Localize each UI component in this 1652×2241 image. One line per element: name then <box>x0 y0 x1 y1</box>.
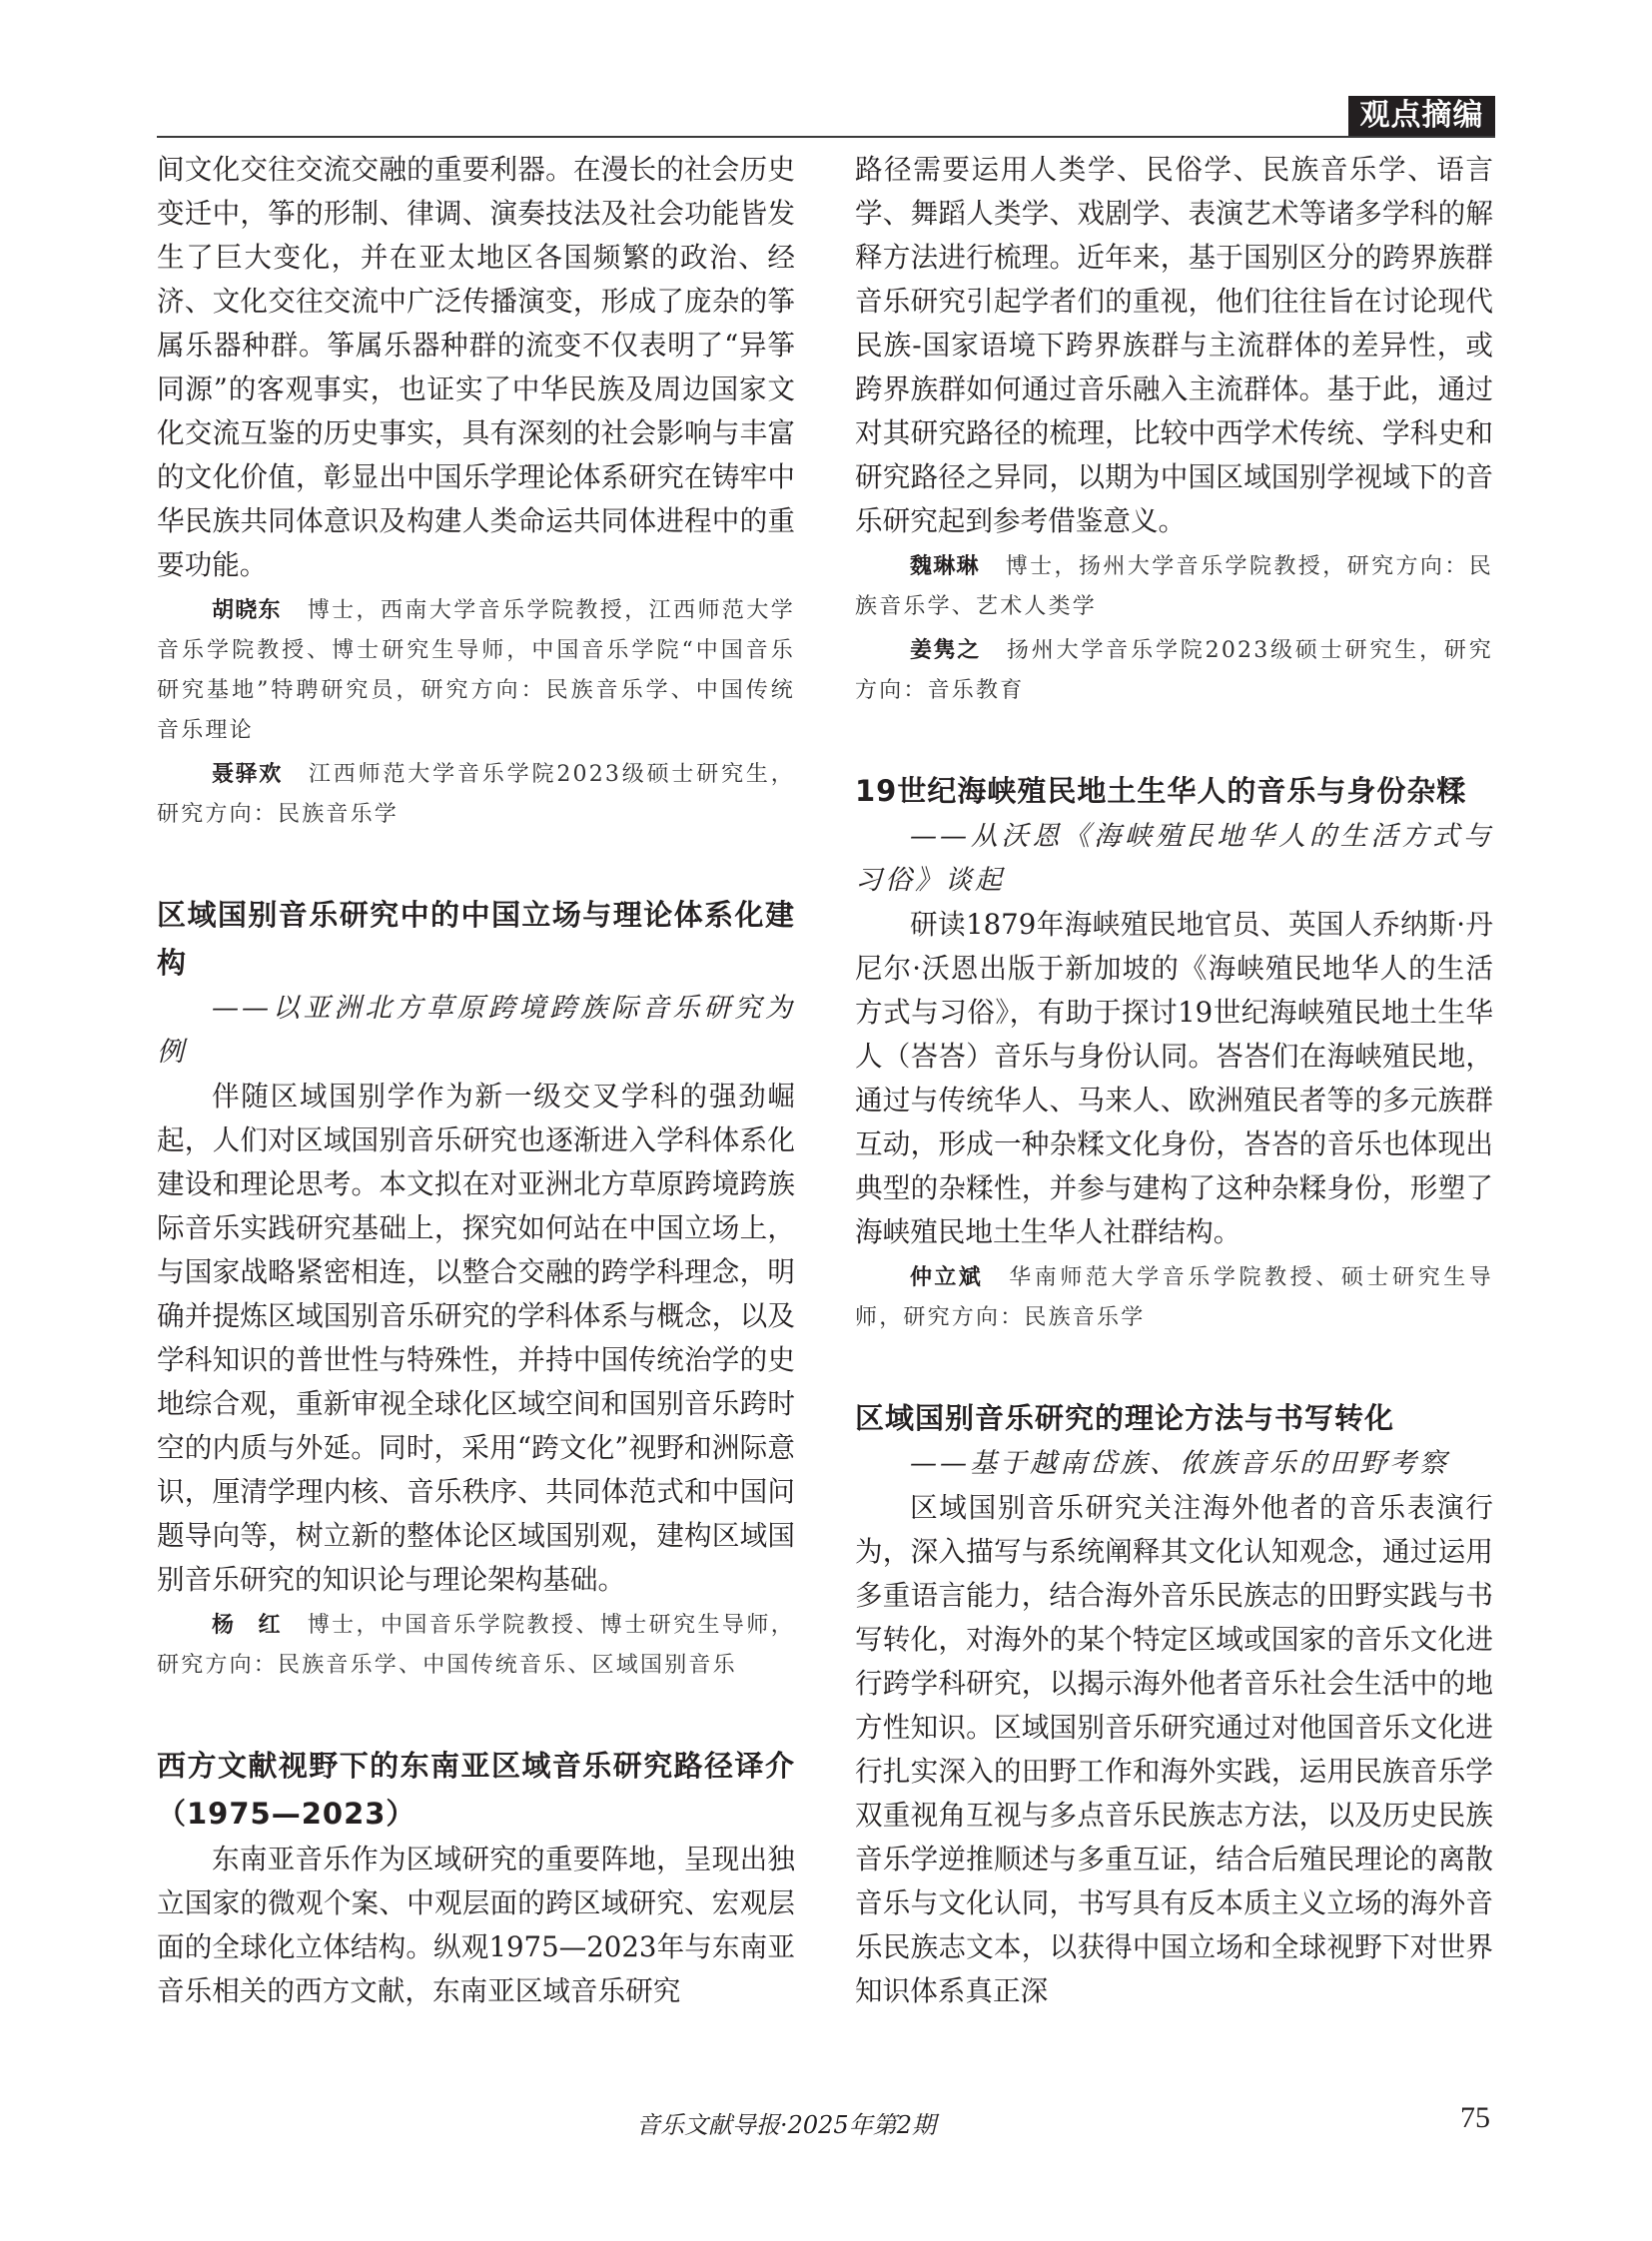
article-title: 19世纪海峡殖民地土生华人的音乐与身份杂糅 <box>855 774 1467 808</box>
article-body-continued: 路径需要运用人类学、民俗学、民族音乐学、语言学、舞蹈人类学、戏剧学、表演艺术等诸多学科的解释方法进行梳理。近年来，基于国别区分的跨界族群音乐研究引起学者们的重视，他们往往旨在讨论现代民族-国家语境下跨界族群与主流群体的差异性，或跨界族群如何通过音乐融入主流群体。基于此，通过对其研究路径的梳理，比较中西学术传统、学科史和研究路径之异同，以期为中国区域国别学视域下的音乐研究起到参考借鉴意义。 <box>855 153 1493 537</box>
spacer <box>855 711 1493 767</box>
author-details: 博士，西南大学音乐学院教授，江西师范大学音乐学院教授、博士研究生导师，中国音乐学院“中国音乐研究基地”特聘研究员，研究方向：民族音乐学、中国传统音乐理论 <box>157 598 795 743</box>
article-1-body-end: 间文化交往交流交融的重要利器。在漫长的社会历史变迁中，筝的形制、律调、演奏技法及社会功能皆发生了巨大变化，并在亚太地区各国频繁的政治、经济、文化交往交流中广泛传播演变，形成了庞杂的筝属乐器种群。筝属乐器种群的流变不仅表明了“异筝同源”的客观事实，也证实了中华民族及周边国家文化交流互鉴的历史事实，具有深刻的社会影响与丰富的文化价值，彰显出中国乐学理论体系研究在铸牢中华民族共同体意识及构建人类命运共同体进程中的重要功能。 <box>157 153 795 581</box>
author-name: 聂驿欢 <box>212 762 283 787</box>
author-details: 华南师范大学音乐学院教授、硕士研究生导师，研究方向：民族音乐学 <box>855 1265 1493 1330</box>
author-name: 仲立斌 <box>910 1265 984 1290</box>
article-body: 区域国别音乐研究关注海外他者的音乐表演行为，深入描写与系统阐释其文化认知观念，通过运用多重语言能力，结合海外音乐民族志的田野实践与书写转化，对海外的某个特定区域或国家的音乐文化进行跨学科研究，以揭示海外他者音乐社会生活中的地方性知识。区域国别音乐研究通过对他国音乐文化进行扎实深入的田野工作和海外实践，运用民族音乐学双重视角互视与多点音乐民族志方法，以及历史民族音乐学逆推顺述与多重互证，结合后殖民理论的离散音乐与文化认同，书写具有反本质主义立场的海外音乐民族志文本，以获得中国立场和全球视野下对世界知识体系真正深 <box>855 1491 1493 2007</box>
section-tag: 观点摘编 <box>1348 96 1495 136</box>
author-bio <box>855 547 1493 627</box>
article-body: 伴随区域国别学作为新一级交叉学科的强劲崛起，人们对区域国别音乐研究也逐渐进入学科体系化建设和理论思考。本文拟在对亚洲北方草原跨境跨族际音乐实践研究基础上，探究如何站在中国立场上，与国家战略紧密相连，以整合交融的跨学科理念，明确并提炼区域国别音乐研究的学科体系与概念，以及学科知识的普世性与特殊性，并持中国传统治学的史地综合观，重新审视全球化区域空间和国别音乐跨时空的内质与外延。同时，采用“跨文化”视野和洲际意识，厘清学理内核、音乐秩序、共同体范式和中国问题导向等，树立新的整体论区域国别观，建构区域国别音乐研究的知识论与理论架构基础。 <box>157 1080 795 1596</box>
spacer <box>157 835 795 891</box>
author-details: 博士，扬州大学音乐学院教授，研究方向：民族音乐学、艺术人类学 <box>855 554 1493 619</box>
author-details: 博士，中国音乐学院教授、博士研究生导师，研究方向：民族音乐学、中国传统音乐、区域国别音乐 <box>157 1613 795 1678</box>
author-name: 胡晓东 <box>212 598 282 623</box>
article-title: 区域国别音乐研究的理论方法与书写转化 <box>855 1401 1395 1435</box>
left-column <box>157 148 795 2013</box>
article-body: 研读1879年海峡殖民地官员、英国人乔纳斯·丹尼尔·沃恩出版于新加坡的《海峡殖民地华人的生活方式与习俗》，有助于探讨19世纪海峡殖民地土生华人（峇峇）音乐与身份认同。峇峇们在海峡殖民地，通过与传统华人、马来人、欧洲殖民者等的多元族群互动，形成一种杂糅文化身份，峇峇的音乐也体现出典型的杂糅性，并参与建构了这种杂糅身份，形塑了海峡殖民地土生华人社群结构。 <box>855 908 1493 1248</box>
journal-footer: 音乐文献导报·2025年第2期 <box>636 2111 936 2139</box>
article-subtitle: ——从沃恩《海峡殖民地华人的生活方式与习俗》谈起 <box>855 821 1493 896</box>
article-subtitle: ——以亚洲北方草原跨境跨族际音乐研究为例 <box>157 993 795 1068</box>
author-name: 杨 红 <box>212 1613 282 1638</box>
article-title: 西方文献视野下的东南亚区域音乐研究路径译介（1975—2023） <box>157 1749 795 1831</box>
article-title: 区域国别音乐研究中的中国立场与理论体系化建构 <box>157 898 795 980</box>
article-body: 东南亚音乐作为区域研究的重要阵地，呈现出独立国家的微观个案、中观层面的跨区域研究、宏观层面的全球化立体结构。纵观1975—2023年与东南亚音乐相关的西方文献，东南亚区域音乐研究 <box>157 1843 795 2007</box>
spacer <box>855 1338 1493 1394</box>
author-details: 扬州大学音乐学院2023级硕士研究生，研究方向：音乐教育 <box>855 638 1493 703</box>
author-bio <box>855 631 1493 711</box>
author-bio <box>157 1606 795 1686</box>
spacer <box>157 1686 795 1742</box>
author-details: 江西师范大学音乐学院2023级硕士研究生，研究方向：民族音乐学 <box>157 762 795 827</box>
author-bio <box>855 1258 1493 1338</box>
author-bio <box>157 755 795 835</box>
author-bio <box>157 591 795 751</box>
author-name: 魏琳琳 <box>910 554 980 579</box>
right-column <box>855 148 1493 2013</box>
page-number: 75 <box>1460 2101 1490 2134</box>
header-rule <box>157 136 1495 138</box>
article-subtitle: ——基于越南岱族、侬族音乐的田野考察 <box>910 1448 1449 1479</box>
author-name: 姜隽之 <box>910 638 981 663</box>
